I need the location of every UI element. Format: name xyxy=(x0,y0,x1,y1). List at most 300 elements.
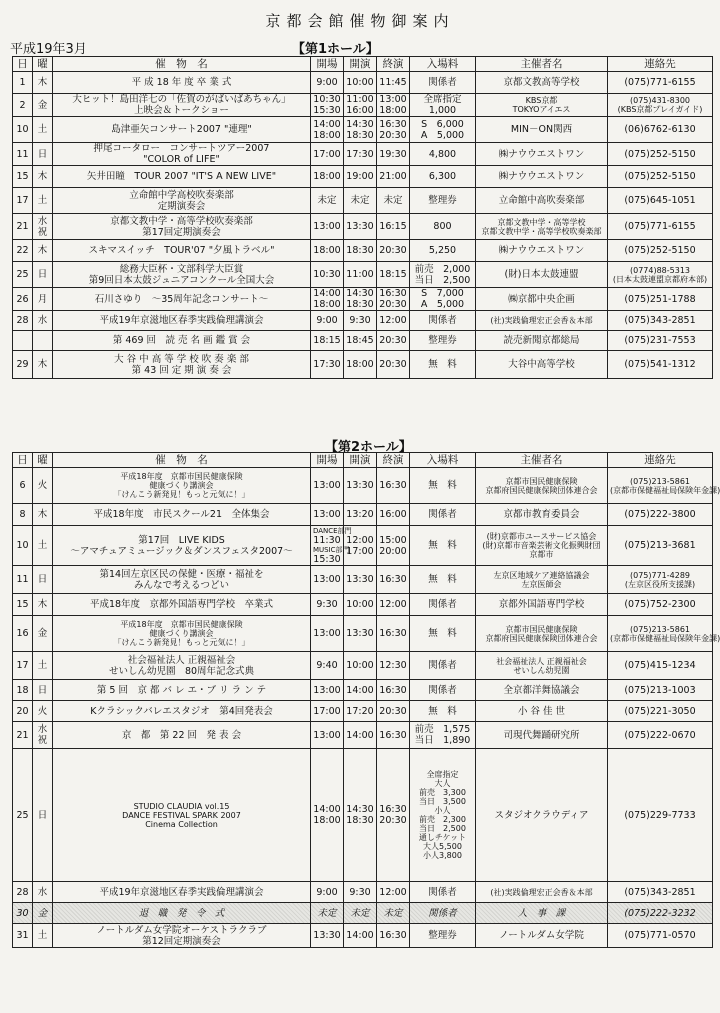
contact-cell xyxy=(608,262,713,288)
day-cell xyxy=(13,616,33,652)
day-line: 17 xyxy=(16,660,29,671)
fee-line: 関係者 xyxy=(428,684,457,696)
day-line: 2 xyxy=(19,99,26,111)
table-row xyxy=(13,924,713,948)
open-time-line: 18:00 xyxy=(313,815,341,826)
start-time-line: 13:20 xyxy=(346,509,374,520)
fee-line: 関係者 xyxy=(428,907,457,919)
day-line: 30 xyxy=(16,907,29,919)
start-time-line: 14:30 xyxy=(346,118,374,130)
event-name-cell xyxy=(53,72,311,94)
open-time-cell xyxy=(311,214,344,240)
day-cell xyxy=(13,166,33,188)
organizer-line: MIN－ON関西 xyxy=(510,124,573,135)
weekday-cell xyxy=(33,72,53,94)
day-line: 10 xyxy=(16,540,29,551)
weekday-cell xyxy=(33,331,53,351)
contact-cell xyxy=(608,143,713,166)
end-time-line: 未定 xyxy=(383,195,403,206)
weekday-line: 土 xyxy=(37,540,48,551)
contact-line: (075)252-5150 xyxy=(624,148,696,160)
weekday-cell xyxy=(33,504,53,526)
table-row xyxy=(13,288,713,311)
open-time-cell xyxy=(311,566,344,594)
event-name-line: 京 都 第 22 回 発 表 会 xyxy=(121,729,242,741)
fee-line: 全席指定 xyxy=(426,770,459,779)
column-header-end-time: 終演 xyxy=(377,453,410,468)
fee-line: 整理券 xyxy=(428,930,457,941)
table-row xyxy=(13,166,713,188)
day-cell xyxy=(13,680,33,701)
organizer-line: TOKYOアイエス xyxy=(512,105,571,114)
start-time-cell xyxy=(344,72,377,94)
end-time-line: 12:00 xyxy=(379,599,407,610)
end-time-cell xyxy=(377,701,410,722)
start-time-cell xyxy=(344,331,377,351)
end-time-cell xyxy=(377,882,410,903)
fee-line: 整理券 xyxy=(428,335,457,346)
organizer-cell xyxy=(476,214,608,240)
weekday-line: 祝 xyxy=(37,226,48,238)
contact-line: (075)222-0670 xyxy=(624,729,696,741)
day-cell xyxy=(13,188,33,214)
fee-line: 小人 xyxy=(434,806,451,815)
weekday-cell xyxy=(33,143,53,166)
open-time-line: 未定 xyxy=(317,195,337,206)
contact-line: (日本太鼓連盟京都府本部) xyxy=(612,274,708,284)
end-time-cell xyxy=(377,749,410,882)
fee-cell xyxy=(410,288,476,311)
open-time-line: 9:30 xyxy=(316,599,338,610)
organizer-cell xyxy=(476,652,608,680)
start-time-cell xyxy=(344,288,377,311)
day-cell xyxy=(13,143,33,166)
event-name-cell xyxy=(53,311,311,331)
contact-cell xyxy=(608,331,713,351)
fee-line: 関係者 xyxy=(428,660,457,671)
start-time-cell xyxy=(344,143,377,166)
organizer-cell xyxy=(476,468,608,504)
contact-line: (075)771-4289 xyxy=(629,570,691,580)
table-row xyxy=(13,143,713,166)
organizer-cell xyxy=(476,722,608,749)
open-time-line: 14:00 xyxy=(313,118,341,130)
event-name-line: せいしん幼児園 80周年記念式典 xyxy=(108,665,255,677)
weekday-line: 水 xyxy=(37,315,48,326)
event-name-line: スキマスイッチ TOUR'07 "夕風トラベル" xyxy=(88,245,275,256)
event-name-line: 第 5 回 京 都 バ レ エ・ブ リ ラ ン テ xyxy=(96,684,267,696)
open-time-cell xyxy=(311,117,344,143)
open-time-line: 9:00 xyxy=(316,77,338,88)
contact-line: (075)431-8300 xyxy=(629,96,691,105)
weekday-line: 日 xyxy=(37,809,48,821)
event-name-line: 第17回 LIVE KIDS xyxy=(138,534,225,546)
start-time-cell xyxy=(344,722,377,749)
organizer-cell xyxy=(476,924,608,948)
weekday-line: 土 xyxy=(37,195,48,206)
event-name-line: 平成18年度 京都外国語専門学校 卒業式 xyxy=(89,599,274,610)
end-time-line: 20:30 xyxy=(379,335,407,346)
table-row xyxy=(13,262,713,288)
contact-cell xyxy=(608,680,713,701)
hall-1-heading: 【第1ホール】 xyxy=(292,42,379,57)
event-name-line: 大 谷 中 高 等 学 校 吹 奏 楽 部 xyxy=(114,353,249,365)
start-time-cell xyxy=(344,240,377,262)
contact-cell xyxy=(608,214,713,240)
end-time-line: 20:30 xyxy=(379,129,407,141)
contact-cell xyxy=(608,882,713,903)
fee-cell xyxy=(410,749,476,882)
day-line: 21 xyxy=(16,221,29,232)
open-time-line: 17:00 xyxy=(313,148,341,160)
open-time-cell xyxy=(311,288,344,311)
start-time-line: 14:30 xyxy=(346,288,374,299)
day-cell xyxy=(13,903,33,924)
end-time-cell xyxy=(377,903,410,924)
open-time-line: 9:00 xyxy=(316,886,338,898)
contact-line: (075)645-1051 xyxy=(624,195,696,206)
open-time-line: 11:30 xyxy=(313,534,341,546)
day-line: 8 xyxy=(19,509,26,520)
contact-line: (0774)88-5313 xyxy=(629,265,691,275)
event-name-cell xyxy=(53,566,311,594)
organizer-line: 小 谷 佳 世 xyxy=(517,705,566,717)
event-name-line: Cinema Collection xyxy=(145,819,218,829)
open-time-line: 17:30 xyxy=(313,359,341,370)
open-time-cell xyxy=(311,652,344,680)
contact-cell xyxy=(608,188,713,214)
contact-line: (KBS京都プレイガイド) xyxy=(617,105,703,114)
event-name-cell xyxy=(53,504,311,526)
end-time-cell xyxy=(377,331,410,351)
end-time-line: 16:30 xyxy=(379,628,407,639)
contact-cell xyxy=(608,616,720,652)
organizer-cell xyxy=(476,143,608,166)
column-header-open-time: 開場 xyxy=(311,57,344,72)
fee-line: A 5,000 xyxy=(420,299,465,310)
end-time-line: 12:30 xyxy=(379,660,407,671)
fee-line: 当日 2,500 xyxy=(414,274,471,286)
day-cell xyxy=(13,311,33,331)
organizer-cell xyxy=(476,903,608,924)
day-cell xyxy=(13,117,33,143)
weekday-line: 水 xyxy=(37,724,48,735)
day-cell xyxy=(13,288,33,311)
event-name-line: 平成18年度 市民スクール21 全体集会 xyxy=(93,509,270,520)
open-time-line: 13:30 xyxy=(313,930,341,941)
weekday-line: 土 xyxy=(37,124,48,135)
table-row xyxy=(13,117,713,143)
table-row xyxy=(13,882,713,903)
fee-line: 関係者 xyxy=(428,77,457,88)
fee-line: 当日 2,500 xyxy=(419,824,466,833)
organizer-line: (社)実践倫理宏正会香＆本部 xyxy=(490,887,593,897)
contact-line: (京都市保健福祉局保険年金課) xyxy=(610,633,720,643)
hall-2-heading: 【第2ホール】 xyxy=(325,440,412,455)
end-time-line: 16:30 xyxy=(379,574,407,585)
weekday-cell xyxy=(33,652,53,680)
start-time-line: 10:00 xyxy=(346,660,374,671)
fee-line: 当日 3,500 xyxy=(419,797,466,806)
open-time-line: 13:00 xyxy=(313,221,341,232)
start-time-line: 19:00 xyxy=(346,171,374,182)
weekday-line: 木 xyxy=(37,245,48,256)
fee-line: 当日 1,890 xyxy=(414,735,471,746)
end-time-line: 20:30 xyxy=(379,359,407,370)
page-title: 京都会館催物御案内 xyxy=(265,12,455,30)
event-name-line: 上映会＆トークショー xyxy=(134,105,229,116)
end-time-cell xyxy=(377,214,410,240)
organizer-cell xyxy=(476,749,608,882)
table-header-row xyxy=(13,453,713,468)
table-row xyxy=(13,701,713,722)
day-cell xyxy=(13,214,33,240)
fee-line: 無 料 xyxy=(428,705,457,717)
day-cell xyxy=(13,331,33,351)
weekday-cell xyxy=(33,526,53,566)
fee-cell xyxy=(410,214,476,240)
event-name-line: 第17回定期演奏会 xyxy=(142,226,221,238)
fee-line: 無 料 xyxy=(428,480,457,491)
event-name-line: 「けんこう新発見！もっと元気に！」 xyxy=(113,638,250,647)
column-header-fee: 入場料 xyxy=(410,57,476,72)
contact-line: (075)213-5861 xyxy=(629,624,691,634)
contact-line: (075)222-3800 xyxy=(624,509,696,520)
organizer-cell xyxy=(476,72,608,94)
organizer-line: 京都文教中学・高等学校吹奏楽部 xyxy=(481,226,602,236)
column-header-start-time: 開演 xyxy=(344,453,377,468)
weekday-cell xyxy=(33,188,53,214)
end-time-line: 20:30 xyxy=(379,815,407,826)
fee-line: 1,000 xyxy=(428,105,457,116)
organizer-line: 京都市国民健康保険 xyxy=(505,476,578,486)
weekday-line: 木 xyxy=(37,77,48,88)
organizer-line: 左京区地域ケア連絡協議会 xyxy=(493,570,590,580)
weekday-line: 日 xyxy=(37,148,48,160)
table-row xyxy=(13,331,713,351)
column-header-weekday: 曜 xyxy=(33,453,53,468)
start-time-line: 14:30 xyxy=(346,804,374,815)
weekday-cell xyxy=(33,117,53,143)
open-time-cell xyxy=(311,166,344,188)
fee-line: 大人5,500 xyxy=(423,842,462,851)
end-time-line: 21:00 xyxy=(379,171,407,182)
organizer-cell xyxy=(476,594,608,616)
contact-line: (075)771-6155 xyxy=(624,221,696,232)
event-name-line: DANCE FESTIVAL SPARK 2007 xyxy=(122,810,241,820)
day-line: 28 xyxy=(16,315,29,326)
table-row xyxy=(13,526,713,566)
organizer-line: 京都市国民健康保険 xyxy=(505,624,578,634)
contact-cell xyxy=(608,924,713,948)
day-cell xyxy=(13,749,33,882)
event-name-cell xyxy=(53,214,311,240)
contact-line: (075)251-1788 xyxy=(624,293,696,305)
column-header-contact: 連絡先 xyxy=(608,453,713,468)
event-name-cell xyxy=(53,680,311,701)
column-header-contact: 連絡先 xyxy=(608,57,713,72)
open-time-cell xyxy=(311,722,344,749)
event-name-cell xyxy=(53,526,311,566)
start-time-line: 10:00 xyxy=(346,77,374,88)
open-time-cell xyxy=(311,504,344,526)
open-time-line: 9:40 xyxy=(316,660,338,671)
event-name-cell xyxy=(53,240,311,262)
contact-cell xyxy=(608,94,713,117)
day-line: 20 xyxy=(16,705,29,717)
weekday-cell xyxy=(33,566,53,594)
table-row xyxy=(13,188,713,214)
day-line: 29 xyxy=(16,359,29,370)
organizer-cell xyxy=(476,117,608,143)
weekday-cell xyxy=(33,680,53,701)
weekday-cell xyxy=(33,468,53,504)
organizer-cell xyxy=(476,311,608,331)
event-name-line: 平 成 18 年 度 卒 業 式 xyxy=(131,77,232,88)
open-time-cell xyxy=(311,188,344,214)
organizer-cell xyxy=(476,331,608,351)
column-header-end-time: 終演 xyxy=(377,57,410,72)
day-line: 11 xyxy=(16,148,29,160)
weekday-line: 祝 xyxy=(37,735,48,746)
event-name-cell xyxy=(53,594,311,616)
organizer-line: 京都文教中学・高等学校 xyxy=(497,217,586,227)
start-time-cell xyxy=(344,94,377,117)
start-time-line: 9:30 xyxy=(349,315,371,326)
start-time-line: 13:30 xyxy=(346,480,374,491)
end-time-cell xyxy=(377,652,410,680)
column-header-organizer: 主催者名 xyxy=(476,57,608,72)
organizer-line: 読売新聞京都総局 xyxy=(503,335,580,346)
weekday-line: 金 xyxy=(37,99,48,111)
weekday-line: 木 xyxy=(37,599,48,610)
fee-cell xyxy=(410,701,476,722)
hall-2-schedule-table xyxy=(12,452,720,948)
organizer-line: 京都府国民健康保険団体連合会 xyxy=(485,633,598,643)
organizer-line: スタジオクラウディア xyxy=(494,809,589,821)
column-header-day: 日 xyxy=(13,453,33,468)
column-header-event-name: 催 物 名 xyxy=(53,57,311,72)
contact-line: (075)252-5150 xyxy=(624,245,696,256)
start-time-line: 18:45 xyxy=(346,335,374,346)
weekday-line: 木 xyxy=(37,359,48,370)
start-time-line: 18:00 xyxy=(346,359,374,370)
weekday-line: 土 xyxy=(37,660,48,671)
event-name-cell xyxy=(53,288,311,311)
weekday-cell xyxy=(33,749,53,882)
event-name-line: ～アマチュアミュージック＆ダンスフェスタ2007～ xyxy=(70,545,293,557)
end-time-line: 16:00 xyxy=(379,509,407,520)
start-time-line: 未定 xyxy=(350,907,370,919)
organizer-cell xyxy=(476,680,608,701)
column-header-organizer: 主催者名 xyxy=(476,453,608,468)
table-row xyxy=(13,468,713,504)
organizer-line: 左京医師会 xyxy=(521,579,562,589)
table-row xyxy=(13,652,713,680)
organizer-cell xyxy=(476,351,608,379)
contact-line: (075)231-7553 xyxy=(624,335,696,346)
contact-line: (075)415-1234 xyxy=(624,660,696,671)
start-time-cell xyxy=(344,566,377,594)
fee-cell xyxy=(410,143,476,166)
end-time-line: 16:30 xyxy=(379,930,407,941)
event-name-line: 第12回定期演奏会 xyxy=(142,935,221,947)
open-time-line: 未定 xyxy=(317,907,337,919)
weekday-cell xyxy=(33,882,53,903)
day-line: 17 xyxy=(16,195,29,206)
contact-line: (075)221-3050 xyxy=(624,705,696,717)
fee-cell xyxy=(410,468,476,504)
start-time-line: 18:30 xyxy=(346,129,374,141)
start-time-line: 10:00 xyxy=(346,599,374,610)
organizer-cell xyxy=(476,504,608,526)
table-row xyxy=(13,903,713,924)
event-name-cell xyxy=(53,882,311,903)
weekday-cell xyxy=(33,311,53,331)
event-name-line: 立命館中学高校吹奏楽部 xyxy=(129,189,234,201)
contact-line: (075)771-0570 xyxy=(624,930,696,941)
open-time-line: 14:00 xyxy=(313,288,341,299)
day-cell xyxy=(13,722,33,749)
event-name-line: みんなで考えるつどい xyxy=(134,579,229,591)
contact-line: (075)229-7733 xyxy=(624,809,696,821)
organizer-cell xyxy=(476,188,608,214)
fee-line: 800 xyxy=(433,221,452,232)
contact-cell xyxy=(608,722,713,749)
open-time-cell xyxy=(311,526,352,566)
day-cell xyxy=(13,351,33,379)
end-time-line: 16:30 xyxy=(379,729,407,741)
start-time-line: 13:30 xyxy=(346,221,374,232)
fee-line: 通しチケット xyxy=(418,833,467,842)
day-cell xyxy=(13,94,33,117)
organizer-line: ㈱ナウウエストワン xyxy=(498,148,585,160)
open-time-cell xyxy=(311,143,344,166)
weekday-cell xyxy=(33,616,53,652)
fee-line: S 6,000 xyxy=(421,118,464,130)
event-name-line: 島津亜矢コンサート2007 "連理" xyxy=(111,124,252,135)
fee-cell xyxy=(410,903,476,924)
day-cell xyxy=(13,701,33,722)
day-cell xyxy=(13,262,33,288)
fee-line: S 7,000 xyxy=(421,288,464,299)
open-time-cell xyxy=(311,468,344,504)
event-name-cell xyxy=(53,701,311,722)
fee-line: 関係者 xyxy=(428,886,457,898)
event-name-line: 健康づくり講演会 xyxy=(149,481,214,490)
organizer-line: (社)実践倫理宏正会香＆本部 xyxy=(490,316,593,325)
fee-line: 4,800 xyxy=(428,148,457,160)
contact-cell xyxy=(608,468,720,504)
fee-line: 6,300 xyxy=(428,171,457,182)
start-time-line: 未定 xyxy=(350,195,370,206)
organizer-line: 京都市教育委員会 xyxy=(503,509,580,520)
end-time-cell xyxy=(377,924,410,948)
end-time-line: 20:00 xyxy=(379,545,407,557)
start-time-cell xyxy=(344,117,377,143)
event-name-cell xyxy=(53,262,311,288)
fee-cell xyxy=(410,240,476,262)
end-time-cell xyxy=(377,468,410,504)
contact-line: (075)771-6155 xyxy=(624,77,696,88)
contact-line: (075)343-2851 xyxy=(624,315,696,326)
start-time-line: 11:00 xyxy=(346,94,374,105)
contact-line: (075)213-3681 xyxy=(624,540,696,551)
weekday-cell xyxy=(33,701,53,722)
event-name-line: 「けんこう新発見！もっと元気に！」 xyxy=(113,490,250,499)
weekday-line: 木 xyxy=(37,171,48,182)
day-line: 1 xyxy=(19,77,26,88)
